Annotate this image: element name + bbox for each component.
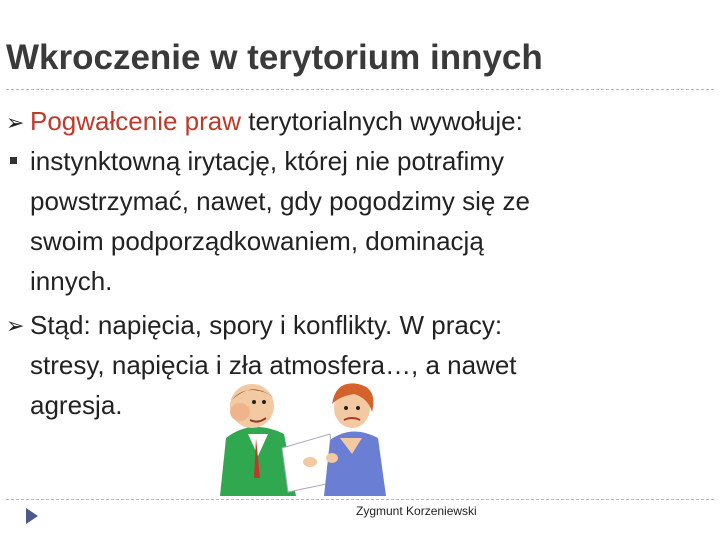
slide-title: Wkroczenie w terytorium innych [6, 38, 543, 77]
bullet-2-line-2: powstrzymać, nawet, gdy pogodzimy się ze [30, 186, 530, 216]
next-slide-arrow-icon[interactable] [24, 506, 40, 526]
bullet-3-line-2: stresy, napięcia i zła atmosfera…, a nawet [30, 350, 517, 380]
bullet-3-line-3: agresja. [30, 390, 123, 420]
footer-divider [6, 499, 714, 500]
arrow-bullet-icon: ➢ [6, 313, 25, 338]
bullet-1-rest: terytorialnych wywołuje: [241, 106, 523, 136]
bullet-3-line-1: Stąd: napięcia, spory i konflikty. W pracy: [30, 310, 503, 340]
title-divider [6, 89, 714, 90]
footer-author: Zygmunt Korzeniewski [356, 504, 477, 518]
arrow-bullet-icon: ➢ [6, 110, 25, 135]
bullet-1-accent: Pogwałcenie praw [30, 106, 242, 136]
bullet-1 [30, 106, 523, 136]
arguing-people-illustration [212, 378, 392, 496]
bullet-2-line-4: innych. [30, 266, 113, 296]
bullet-2-line-3: swoim podporządkowaniem, dominacją [30, 226, 484, 256]
square-bullet-icon [10, 157, 17, 164]
bullet-2-line-1: instynktowną irytację, której nie potrafimy [30, 146, 504, 176]
